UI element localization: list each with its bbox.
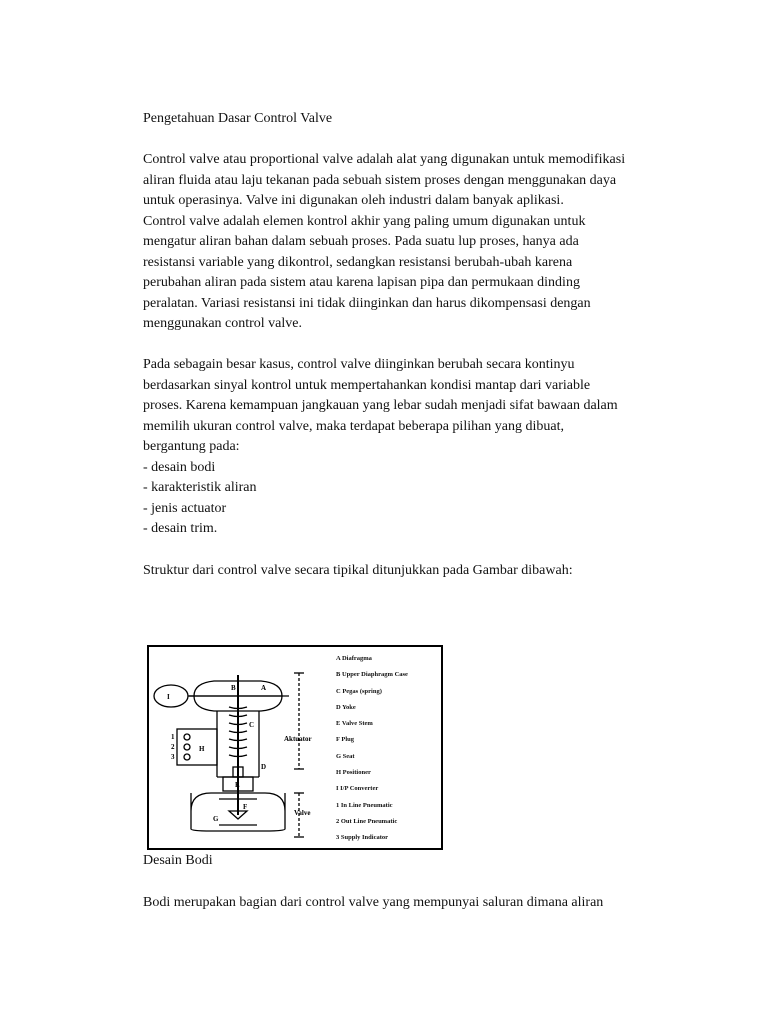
text-line: perubahan aliran pada sistem atau karena lapisan pipa dan permukaan dinding <box>143 275 580 290</box>
label-3: 3 <box>171 753 175 761</box>
label-f: F <box>243 803 248 811</box>
text-line: Bodi merupakan bagian dari control valve yang mempunyai saluran dimana aliran <box>143 895 604 910</box>
control-valve-diagram <box>147 645 443 850</box>
text-line: mengatur aliran bahan dalam sebuah proses. Pada suatu lup proses, hanya ada <box>143 234 579 249</box>
text-line: peralatan. Variasi resistansi ini tidak diinginkan dan harus dikompensasi dengan <box>143 295 591 311</box>
title-text: Pengetahuan Dasar Control Valve <box>143 111 333 126</box>
legend-item: A Diafragma <box>336 655 372 662</box>
legend-item: F Plug <box>336 736 354 744</box>
legend-item: 3 Supply Indicator <box>336 834 389 842</box>
legend-item: I I/P Converter <box>336 785 379 793</box>
text-line: bergantung pada: <box>143 439 240 454</box>
legend-item: H Positioner <box>336 769 371 777</box>
text-line: aliran fluida atau laju tekanan pada sebuah sistem proses dengan menggunakan daya <box>143 172 617 188</box>
label-i: I <box>167 693 170 701</box>
paragraph-cases <box>143 355 618 540</box>
text-line: untuk operasinya. Valve ini digunakan oleh industri dalam banyak aplikasi. <box>143 193 564 208</box>
text-line: menggunakan control valve. <box>143 316 303 331</box>
label-e: E <box>235 781 240 789</box>
paragraph-intro <box>143 150 625 335</box>
text-line: Pada sebagain besar kasus, control valve diinginkan berubah secara kontinyu <box>143 357 575 372</box>
list-item: - karakteristik aliran <box>143 480 257 495</box>
legend-item: D Yoke <box>336 703 356 711</box>
legend-item: E Valve Stem <box>336 720 373 728</box>
text-line: Control valve adalah elemen kontrol akhir yang paling umum digunakan untuk <box>143 213 586 229</box>
section-heading <box>143 851 213 872</box>
text-line: Control valve atau proportional valve adalah alat yang digunakan untuk memodifikasi <box>143 152 626 167</box>
label-c: C <box>249 721 255 729</box>
legend-item: 1 In Line Pneumatic <box>336 801 393 809</box>
text-line: resistansi variable yang dikontrol, sedangkan resistansi berubah-ubah karena <box>143 254 573 270</box>
text-line: Struktur dari control valve secara tipikal ditunjukkan pada Gambar dibawah: <box>143 563 573 578</box>
paragraph-body <box>143 893 603 914</box>
legend-item: G Seat <box>336 752 355 760</box>
label-1: 1 <box>171 733 175 741</box>
label-b: B <box>231 684 236 692</box>
list-item: - jenis actuator <box>143 500 227 516</box>
label-d: D <box>261 763 267 771</box>
label-actuator: Aktuator <box>284 735 312 743</box>
label-h: H <box>199 745 205 753</box>
ip-converter-shape <box>154 685 188 707</box>
text-line: proses. Karena kemampuan jangkauan yang lebar sudah menjadi sifat bawaan dalam <box>143 398 618 413</box>
text-line: berdasarkan sinyal kontrol untuk mempertahankan kondisi mantap dari variable <box>143 377 591 393</box>
label-a: A <box>261 684 267 692</box>
legend-item: 2 Out Line Pneumatic <box>336 817 398 825</box>
legend-item: B Upper Diaphragm Case <box>336 671 408 679</box>
list-item: - desain trim. <box>143 521 218 536</box>
paragraph-structure <box>143 561 573 582</box>
section-title-text: Desain Bodi <box>143 853 213 868</box>
label-g: G <box>213 815 219 823</box>
text-line: memilih ukuran control valve, maka terdapat beberapa pilihan yang dibuat, <box>143 418 565 434</box>
list-item: - desain bodi <box>143 459 216 475</box>
diagram-legend <box>336 651 408 847</box>
legend-item: C Pegas (spring) <box>336 687 382 695</box>
label-valve: Valve <box>294 809 311 817</box>
label-2: 2 <box>171 743 175 751</box>
positioner-box <box>177 729 217 765</box>
document-title <box>143 109 332 130</box>
